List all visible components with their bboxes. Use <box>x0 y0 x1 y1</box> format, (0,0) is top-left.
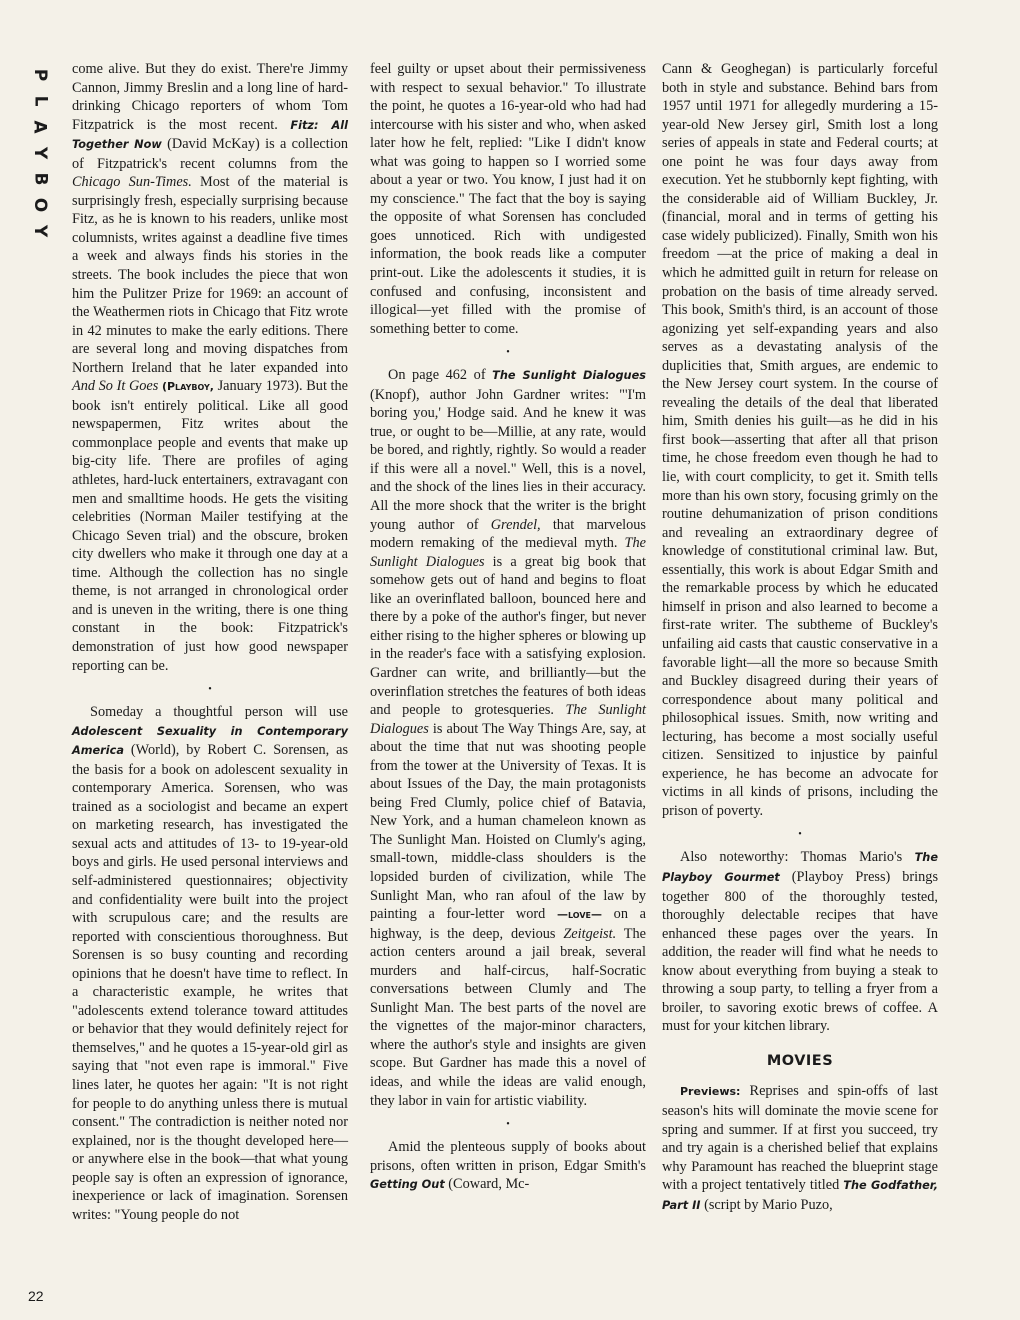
text: On page 462 of <box>388 367 486 384</box>
text: Amid the plenteous supply of books about prisons, often written in prison, Edgar Smith's <box>370 1139 646 1174</box>
logo-letter: Y <box>30 224 50 238</box>
text: that marvelous modern remaking of the medieval myth. <box>370 516 647 552</box>
text: on a highway, is the deep, devious <box>370 906 646 942</box>
paragraph <box>370 60 646 338</box>
text: (Playboy Press) brings together 800 of the thoroughly tested, thoroughly delectable recipes that have enhanced these pages over the years. In addition, the reader will find what he needs to know about everything from buying a steak to throwing a soup party, to telling a fryer from a broiler, to savoring exotic brews of coffee. A must for your kitchen library. <box>662 868 939 1035</box>
logo-letter: A <box>29 120 50 134</box>
book-title: The Sunlight Dialogues <box>492 369 646 383</box>
book-title: The Sunlight Dialogues <box>370 702 646 737</box>
small-caps-word: —love— <box>556 908 602 922</box>
paragraph <box>662 848 938 1035</box>
column-1 <box>72 60 348 1224</box>
logo-letter: P <box>30 68 50 82</box>
movie-title: The Godfather, Part II <box>662 1179 938 1212</box>
text: Most of the material is surprisingly fresh, especially surprising because Fitz, as he is known to his readers, unlike most columnists, writes against a deadline five times a week and always finds his stories in the streets. The book includes the piece that won him the Pulitzer Prize for 1969: an account of the Weathermen riots in Chicago that Fitz wrote in 42 minutes to make the early editions. There are several long and moving dispatches from Northern Ireland that he later expanded into <box>72 174 349 376</box>
italic-word: Zeitgeist. <box>563 925 617 942</box>
text: The action centers around a jail break, several murders and half-circus, half-Socratic conversations between Clumly and The Sunlight Man. The best parts of the novel are the vignettes of the major-minor characters, where the author's style and insights are given scope. But Gardner has made this a novel of ideas, and while the ideas are valid enough, they labor in vain for artistic viability. <box>370 925 647 1109</box>
text: January 1973). But the book isn't entirely political. Like all good newspapermen, Fitz writes about the commonplace people and events that make up big-city life. There are profiles of aging athletes, hard-luck entertainers, extravagant con men and smalltime hoods. He gets the visiting celebrities (Norman Mailer testifying at the Chicago Seven trial) and the obscure, broken city dwellers who make it through one day at a time. Although the collection has no single theme, is not arranged in chronological order and is uneven in the writing, there is one thing constant in the book: Fitzpatrick's demonstration of just how good newspaper reporting can be. <box>72 378 349 674</box>
paragraph <box>370 1138 646 1195</box>
paragraph <box>662 1082 938 1215</box>
text: Also noteworthy: Thomas Mario's <box>680 849 903 866</box>
paragraph <box>370 366 646 1110</box>
logo-letter: O <box>29 197 50 213</box>
book-title: Getting Out <box>370 1178 445 1192</box>
separator-bullet: • <box>208 684 212 696</box>
magazine-ref: (Playboy, <box>161 380 214 394</box>
text: (David McKay) is a collection of Fitzpatrick's recent columns from the <box>72 136 348 172</box>
paragraph <box>662 60 938 820</box>
text: (Coward, Mc- <box>448 1176 530 1193</box>
text: come alive. But they do exist. There're Jimmy Cannon, Jimmy Breslin and a long line of hard-drinking Chicago reporters of whom Tom Fitzpatrick is the most recent. <box>72 61 348 133</box>
paragraph <box>72 60 348 675</box>
logo-letter: Y <box>30 146 50 160</box>
column-2 <box>370 60 646 1195</box>
text: Cann & Geoghegan) is particularly forceful both in style and substance. Behind bars from 1957 until 1971 for allegedly murdering a 15-year-old New Jersey girl, Smith lost a long series of appeals in state and Federal courts; at one point he was four days away from execution. Yet he stubbornly kept fighting, with the considerable aid of William Buckley, Jr. (financial, moral and in terms of getting his case widely publicized). Finally, Smith won his freedom —at the price of making a deal in which he admitted guilt in return for release on probation on the basis of time already served. This book, Smith's third, is an account of those agonizing yet self-expanding years and also serves as a devastating analysis of the duplicities that, Smith argues, are endemic to the New Jersey court system. In the course of revealing the details of the deal that liberated him, Smith denies his guilt—as he did in his first book—asserting that after all that prison time, he chose freedom even though he had to lie, with court complicity, to get it. Smith tells more than his own story, focusing grimly on the routine dehumanization of prison conditions and revealing an extraordinary degree of knowledge of constitutional criminal law. But, essentially, this work is about Edgar Smith and the remarkable process by which he educated himself in prison and also learned to become a first-rate writer. The subtheme of Buckley's unfailing aid casts that caustic conservative in a favorable light—all the more so because Smith and Buckley disagreed during their years of correspondence about many political and philosophical issues. Smith, now writing and lecturing, has become a most socially useful citizen. Sensitized to injustice by painful experience, he has become an advocate for victims in all kinds of prisons, including the prison of poverty. <box>662 61 938 819</box>
book-title: And So It Goes <box>72 378 159 395</box>
section-heading-movies: MOVIES <box>766 1052 834 1069</box>
paragraph <box>72 703 348 1224</box>
separator-bullet: • <box>506 1119 510 1131</box>
newspaper-title: Chicago Sun-Times. <box>72 174 192 191</box>
text: Someday a thoughtful person will use <box>90 704 348 721</box>
text: (script by Mario Puzo, <box>704 1196 833 1213</box>
separator-bullet: • <box>506 347 510 359</box>
logo-letter: L <box>30 95 50 107</box>
text: (Knopf), author John Gardner writes: "'I'm boring you,' Hodge said. And he knew it was true, or ought to be—Millie, at any rate, would be bored, and rightly, rightly. So would a reader if this were all a novel." Well, this is a novel, and the shock of the lines lies in their accuracy. All the more shock that the writer is the bright young author of <box>370 386 646 533</box>
book-title: Grendel, <box>490 516 541 533</box>
text: is about The Way Things Are, say, at about the time that nut was shooting people from the tower at the University of Texas. It is about Issues of the Day, the main protagonists being Fred Clumly, police chief of Batavia, New York, and a human chameleon known as The Sunlight Man. Hoisted on Clumly's aging, small-town, middle-class shoulders is the lopsided burden of civilization, while The Sunlight Man, who ran afoul of the law by painting a four-letter word <box>370 720 646 923</box>
separator-bullet: • <box>798 829 802 841</box>
section-label: Previews: <box>680 1085 741 1099</box>
text: is a great big book that somehow gets out of hand and begins to float like an overinflated balloon, bounced here and there by a poke of the author's finger, but never either rising to the higher spheres or blowing up in the reader's face with a satisfying explosion. Gardner can write, and brilliantly—but the overinflation stretches the features of both ideas and people to grotesqueries. <box>370 553 646 719</box>
book-title: The Sunlight Dialogues <box>370 535 646 570</box>
text: feel guilty or upset about their permissiveness with respect to sexual behavior." To illustrate the point, he quotes a 16-year-old who had had intercourse with his sister and who, when asked later how he felt, replied: "Like I didn't know what was going to happen so I worried some about a year or two. You know, I just had it on my conscience." The fact that the boy is saying the opposite of what Sorensen has concluded goes unnoticed. Rich with undigested information, the book reads like a computer print-out. Like the adolescents it studies, it is confused and confusing, inconsistent and illogical—yet filled with the promise of something better to come. <box>370 61 646 337</box>
column-3 <box>662 60 938 1215</box>
book-title: The Playboy Gourmet <box>662 851 939 884</box>
text: (World), by Robert C. Sorensen, as the basis for a book on adolescent sexuality in contemporary America. Sorensen, who was trained as a sociologist and became an expert on marketing research, has investigated the sexual acts and attitudes of 13- to 19-year-old boys and girls. He used personal interviews and self-administered questionnaires; objectivity and confidentiality were built into the project with scrupulous care; and the results are reported with conscientious thoroughness. But Sorensen is so busy counting and recording opinions that he doesn't have time to reflect. In a characteristic example, he writes that "adolescents extend tolerance toward attitudes or behavior that they would definitely reject for themselves," and he quotes a 15-year-old girl as saying that "not even rape is immoral." Five lines later, he quotes her again: "It is not right for people to do anything unless there is mutual consent." The contradiction is neither noted nor explained, nor is the thought developed here—or anywhere else in the book—that what young people say is often an expression of ignorance, inexperience or lack of imagination. Sorensen writes: "Young people do not <box>72 742 349 1223</box>
logo-letter: B <box>30 172 50 186</box>
book-title: Adolescent Sexuality in Contemporary America <box>72 724 348 758</box>
text: Reprises and spin-offs of last season's hits will dominate the movie scene for spring and summer. If at first you succeed, try and try again is a cherished belief that explains why Paramount has reached the blueprint stage with a project tentatively titled <box>662 1083 938 1194</box>
page-number: 22 <box>28 1288 44 1304</box>
playboy-side-logo <box>26 62 54 244</box>
book-title: Fitz: All Together Now <box>72 118 348 152</box>
